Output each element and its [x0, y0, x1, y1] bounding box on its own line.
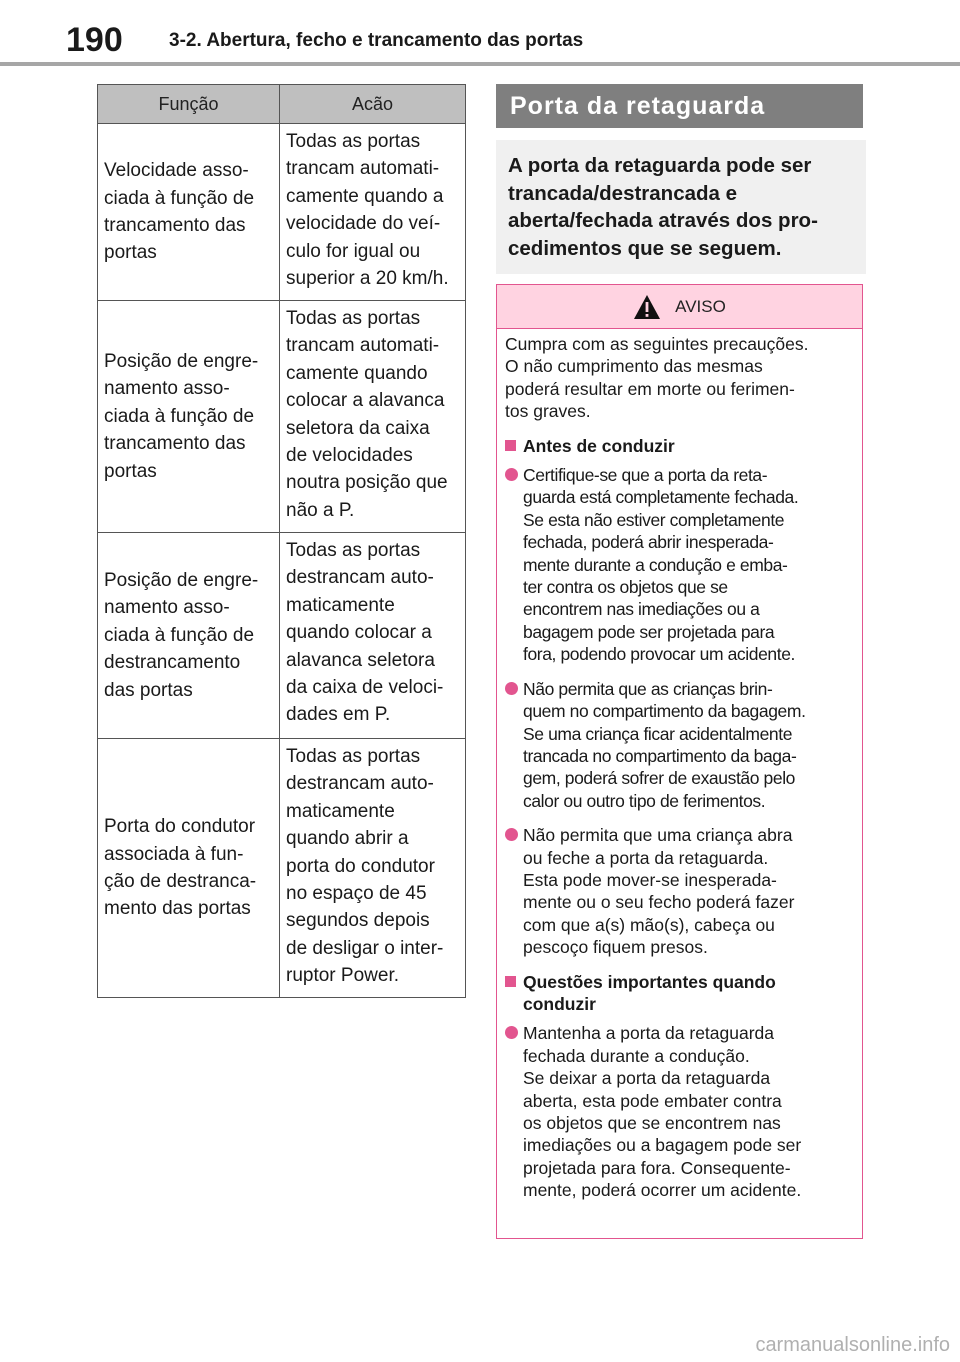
cell-text: Posição de engre- namento asso- ciada à função de trancamento das portas — [104, 350, 259, 482]
square-bullet-icon — [505, 440, 516, 451]
bullet-text: Não permita que as crianças brin- quem no compartimento da bagagem. Se uma criança ficar acidentalmente trancada no compartimento da baga- gem, poderá sofrer de exaustão pelo calor ou outro tipo de ferimentos. — [523, 678, 806, 811]
bullet-text: Não permita que uma criança abra ou feche a porta da retaguarda. Esta pode mover-se inesperada- mente ou o seu fecho poderá fazer com que a(s) mão(s), cabeça ou pescoço fiquem presos. — [523, 825, 795, 958]
section-heading — [505, 971, 854, 1016]
intro-box: A porta da retaguarda pode ser trancada/destrancada e aberta/fechada através dos pro- cedimentos que se seguem. — [496, 140, 866, 274]
section-heading-text: Antes de conduzir — [523, 435, 675, 456]
table-cell-action: Todas as portas destrancam auto- maticamente quando colocar a alavanca seletora da caixa de veloci- dades em P. — [286, 540, 444, 726]
column-header-acao: Acão — [351, 93, 394, 114]
column-header-funcao: Função — [98, 85, 280, 123]
header-rule — [0, 62, 960, 66]
square-bullet-icon — [505, 976, 516, 987]
circle-bullet-icon — [505, 1026, 518, 1039]
table-cell-action: Todas as portas trancam automati- camente quando colocar a alavanca seletora da caixa de velocidades noutra posição que não a P. — [286, 308, 448, 521]
table-header — [98, 85, 465, 124]
circle-bullet-icon — [505, 682, 518, 695]
table-cell-action: Todas as portas destrancam auto- maticamente quando abrir a porta do condutor no espaço de 45 segundos depois de desligar o inter- ruptor Power. — [286, 746, 444, 987]
watermark: carmanualsonline.info — [755, 1334, 950, 1356]
aviso-box — [496, 284, 863, 1239]
bullet-text: Certifique-se que a porta da reta- guarda está completamente fechada. Se esta não estiver completamente fechada, poderá abrir inesperada- mente durante a condução e emba- ter contra os objetos que se encontrem nas imediações ou a bagagem pode ser projetada para fora, podendo provocar um acidente. — [523, 465, 799, 665]
table-row — [98, 739, 465, 998]
section-title: 3-2. Abertura, fecho e trancamento das portas — [169, 30, 584, 51]
section-heading-text: Questões importantes quando conduzir — [523, 971, 776, 1014]
aviso-body — [497, 329, 862, 1202]
aviso-header — [497, 285, 862, 329]
warning-triangle-icon — [633, 294, 661, 320]
list-item — [505, 824, 854, 958]
porta-retaguarda-title: Porta da retaguarda — [496, 84, 863, 128]
aviso-label: AVISO — [675, 296, 726, 316]
table-cell-function — [98, 739, 280, 997]
function-table — [97, 84, 466, 998]
table-row — [98, 301, 465, 533]
list-item — [505, 678, 854, 812]
page-number: 190 — [66, 21, 123, 59]
table-cell-function — [98, 124, 280, 300]
cell-text: Velocidade asso- ciada à função de trancamento das portas — [104, 160, 255, 264]
cell-text: Porta do condutor associada à fun- ção de destranca- mento das portas — [104, 816, 257, 920]
section-heading — [505, 435, 854, 457]
cell-text: Posição de engre- namento asso- ciada à função de destrancamento das portas — [104, 569, 259, 701]
circle-bullet-icon — [505, 468, 518, 481]
table-cell-function — [98, 533, 280, 738]
page-header — [0, 0, 960, 66]
table-row — [98, 533, 465, 739]
table-cell-action: Todas as portas trancam automati- camente quando a velocidade do veí- culo for igual ou superior a 20 km/h. — [286, 131, 449, 290]
bullet-text: Mantenha a porta da retaguarda fechada durante a condução. Se deixar a porta da retaguarda aberta, esta pode embater contra os objetos que se encontrem nas imediações ou a bagagem pode ser projetada para fora. Consequente- mente, poderá ocorrer um acidente. — [523, 1023, 802, 1201]
list-item — [505, 1022, 854, 1201]
table-cell-function — [98, 301, 280, 532]
aviso-intro: Cumpra com as seguintes precauções. O não cumprimento das mesmas poderá resultar em morte ou ferimen- tos graves. — [505, 334, 809, 422]
table-row — [98, 124, 465, 301]
list-item — [505, 464, 854, 666]
circle-bullet-icon — [505, 828, 518, 841]
